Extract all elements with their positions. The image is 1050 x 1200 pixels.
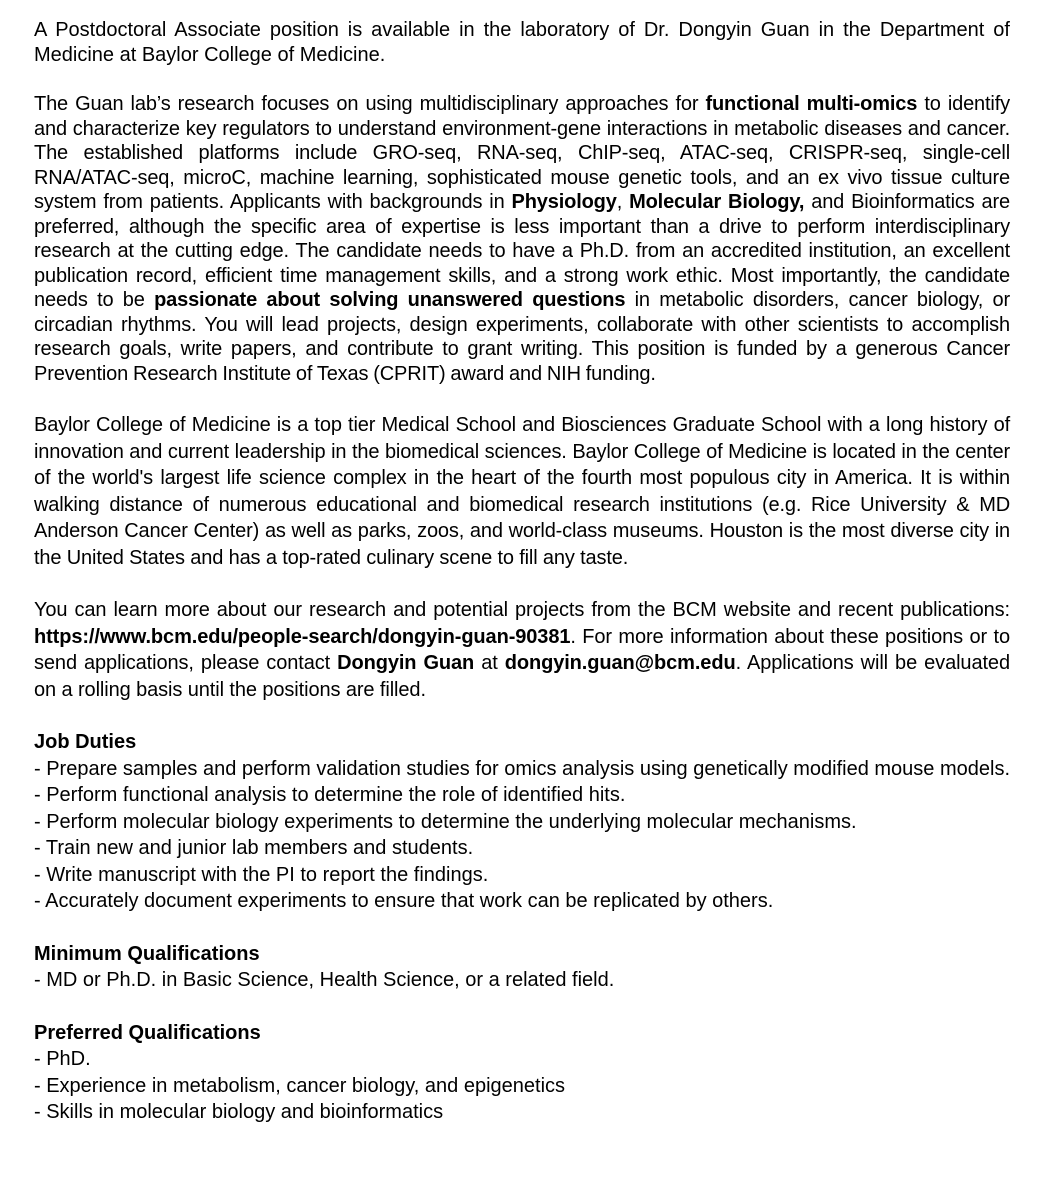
contact-text-4: . Applications will be evaluated on a rolling basis until the positions are filled. — [34, 652, 1010, 701]
research-bold-molecular-biology: Molecular Biology, — [629, 191, 805, 213]
research-text-5: in metabolic disorders, cancer biology, or circadian rhythms. You will lead projects, design experiments, collaborate with other scientists to accomplish research goals, write papers, and contribute to grant writing. This position is funded by a generous Cancer Prevention Research Institute of Texas (CPRIT) award and NIH funding. — [34, 289, 1010, 385]
contact-text-1: You can learn more about our research and potential projects from the BCM website and recent publications: — [34, 599, 1010, 621]
job-duties-section — [34, 729, 1010, 915]
list-item: - Train new and junior lab members and students. — [34, 837, 474, 859]
list-item: - Perform molecular biology experiments to determine the underlying molecular mechanisms. — [34, 810, 857, 833]
minimum-qualifications-section — [34, 941, 1010, 994]
preferred-qualifications-list — [34, 1046, 1010, 1126]
job-posting-document — [34, 18, 1010, 1126]
contact-text-2: . For more information about these positions or to send applications, please contact — [34, 625, 1010, 674]
job-duties-list — [34, 756, 1010, 915]
contact-email[interactable]: dongyin.guan@bcm.edu — [504, 652, 736, 674]
minimum-qualifications-heading: Minimum Qualifications — [34, 942, 260, 965]
list-item: - PhD. — [34, 1048, 91, 1070]
minimum-qualifications-list — [34, 967, 1010, 994]
list-item: - Prepare samples and perform validation studies for omics analysis using genetically modified mouse models. — [34, 757, 1011, 780]
contact-name: Dongyin Guan — [337, 652, 475, 674]
research-text-3: , — [616, 191, 630, 213]
preferred-qualifications-heading: Preferred Qualifications — [34, 1021, 261, 1044]
research-bold-functional-multi-omics: functional multi-omics — [705, 93, 918, 115]
bcm-text: Baylor College of Medicine is a top tier Medical School and Biosciences Graduate School with a long history of innovation and current leadership in the biomedical sciences. Baylor College of Medicine is located in the center of the world's largest life science complex in the heart of the fourth most populous city in America. It is within walking distance of numerous educational and biomedical research institutions (e.g. Rice University & MD Anderson Cancer Center) as well as parks, zoos, and world-class museums. Houston is the most diverse city in the United States and has a top-rated culinary scene to fill any taste. — [34, 414, 1010, 569]
preferred-qualifications-section — [34, 1020, 1010, 1126]
list-item: - Write manuscript with the PI to report the findings. — [34, 863, 489, 886]
list-item: - Skills in molecular biology and bioinformatics — [34, 1101, 444, 1123]
contact-paragraph — [34, 597, 1010, 703]
contact-text-3: at — [474, 652, 505, 674]
list-item: - Experience in metabolism, cancer biology, and epigenetics — [34, 1074, 566, 1097]
job-duties-heading: Job Duties — [34, 731, 137, 753]
list-item: - MD or Ph.D. in Basic Science, Health Science, or a related field. — [34, 969, 615, 991]
research-bold-physiology: Physiology — [511, 191, 617, 213]
list-item: - Perform functional analysis to determine the role of identified hits. — [34, 784, 626, 806]
bcm-profile-url[interactable]: https://www.bcm.edu/people-search/dongyin-guan-90381 — [34, 625, 571, 648]
bcm-paragraph — [34, 412, 1010, 571]
intro-paragraph — [34, 18, 1010, 67]
research-text-4: and Bioinformatics are preferred, although the specific area of expertise is less important than a drive to perform interdisciplinary research at the cutting edge. The candidate needs to have a Ph.D. from an accredited institution, an excellent publication record, efficient time management skills, and a strong work ethic. Most importantly, the candidate needs to be — [34, 191, 1010, 311]
research-paragraph — [34, 92, 1010, 386]
list-item: - Accurately document experiments to ensure that work can be replicated by others. — [34, 890, 774, 912]
intro-text: A Postdoctoral Associate position is available in the laboratory of Dr. Dongyin Guan in the Department of Medicine at Baylor College of Medicine. — [34, 19, 1010, 66]
research-text-1: The Guan lab’s research focuses on using multidisciplinary approaches for — [34, 93, 706, 115]
research-bold-passionate: passionate about solving unanswered questions — [154, 289, 626, 311]
research-text-2: to identify and characterize key regulators to understand environment-gene interactions in metabolic diseases and cancer. The established platforms include GRO-seq, RNA-seq, ChIP-seq, ATAC-seq, CRISPR-seq, single-cell RNA/ATAC-seq, microC, machine learning, sophisticated mouse genetic tools, and an ex vivo tissue culture system from patients. Applicants with backgrounds in — [34, 93, 1010, 213]
